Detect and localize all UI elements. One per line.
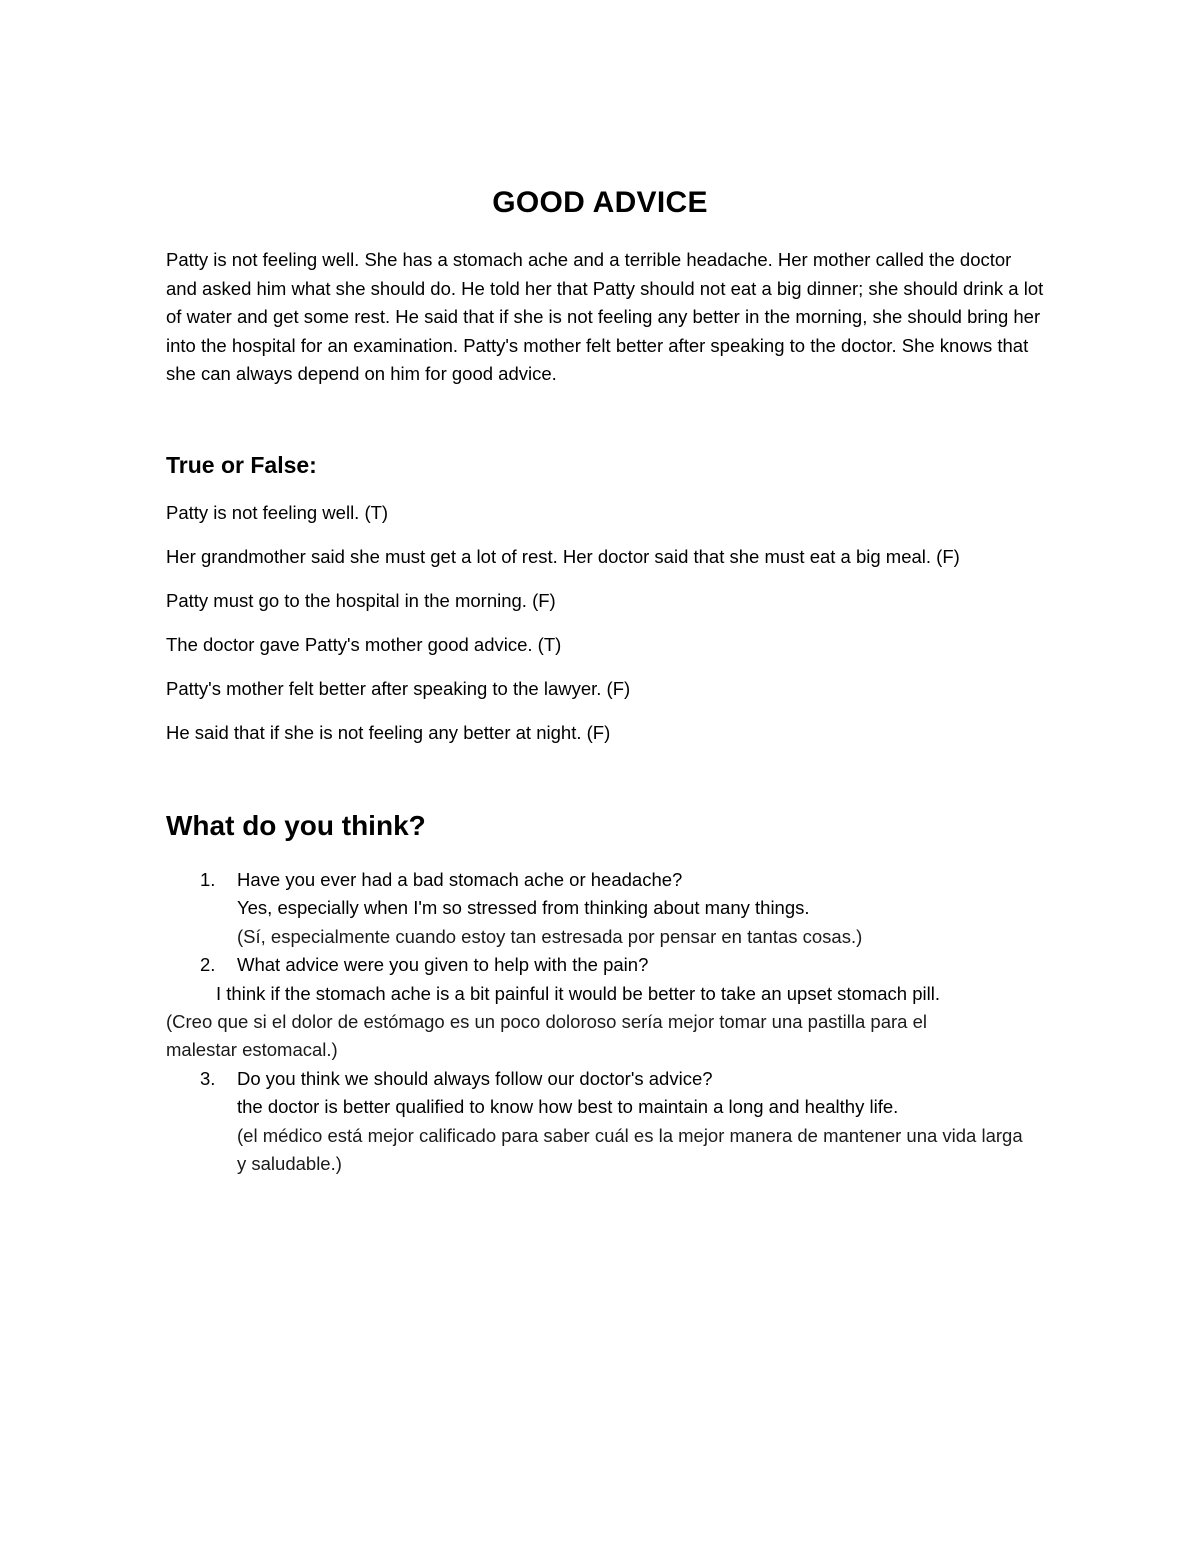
story-paragraph: Patty is not feeling well. She has a stomach ache and a terrible headache. Her mother called the doctor and asked him what she should do. He told her that Patty should not eat a big dinner; she should drink a lot of water and get some rest. He said that if she is not feeling any better in the morning, she should bring her into the hospital for an examination. Patty's mother felt better after speaking to the doctor. She knows that she can always depend on him for good advice.: [166, 249, 1044, 384]
answer-3: the doctor is better qualified to know how best to maintain a long and healthy life.: [237, 1096, 899, 1118]
true-false-item: The doctor gave Patty's mother good advice. (T): [166, 634, 562, 655]
question-3: [166, 1065, 1046, 1093]
true-false-item: Patty is not feeling well. (T): [166, 502, 389, 523]
question-text: What advice were you given to help with the pain?: [237, 954, 649, 976]
document-title: GOOD ADVICE: [492, 186, 708, 219]
question-number: 2.: [200, 954, 216, 976]
true-false-item: Patty's mother felt better after speaking to the lawyer. (F): [166, 678, 631, 699]
question-1: [166, 866, 1046, 894]
true-false-item: Her grandmother said she must get a lot of rest. Her doctor said that she must eat a big meal. (F): [166, 546, 960, 567]
true-false-item: He said that if she is not feeling any better at night. (F): [166, 722, 611, 743]
question-number: 1.: [200, 869, 216, 890]
question-list: [166, 866, 1046, 1178]
translation-3: (el médico está mejor calificado para saber cuál es la mejor manera de mantener una vida larga y saludable.): [237, 1124, 1023, 1174]
answer-1: Yes, especially when I'm so stressed from thinking about many things.: [237, 897, 810, 919]
question-text: Have you ever had a bad stomach ache or headache?: [237, 869, 683, 890]
true-false-item: Patty must go to the hospital in the morning. (F): [166, 590, 556, 611]
translation-1: (Sí, especialmente cuando estoy tan estresada por pensar en tantas cosas.): [237, 925, 863, 947]
question-2: [166, 951, 1046, 979]
question-number: 3.: [200, 1067, 216, 1089]
translation-2: (Creo que si el dolor de estómago es un poco doloroso sería mejor tomar una pastilla para el malestar estomacal.): [166, 1010, 927, 1061]
what-do-you-think-heading: What do you think?: [166, 810, 426, 841]
question-text: Do you think we should always follow our doctor's advice?: [237, 1067, 713, 1089]
answer-2: I think if the stomach ache is a bit painful it would be better to take an upset stomach pill.: [216, 982, 940, 1004]
true-false-heading: True or False:: [166, 452, 317, 478]
true-false-list: [166, 499, 1066, 763]
